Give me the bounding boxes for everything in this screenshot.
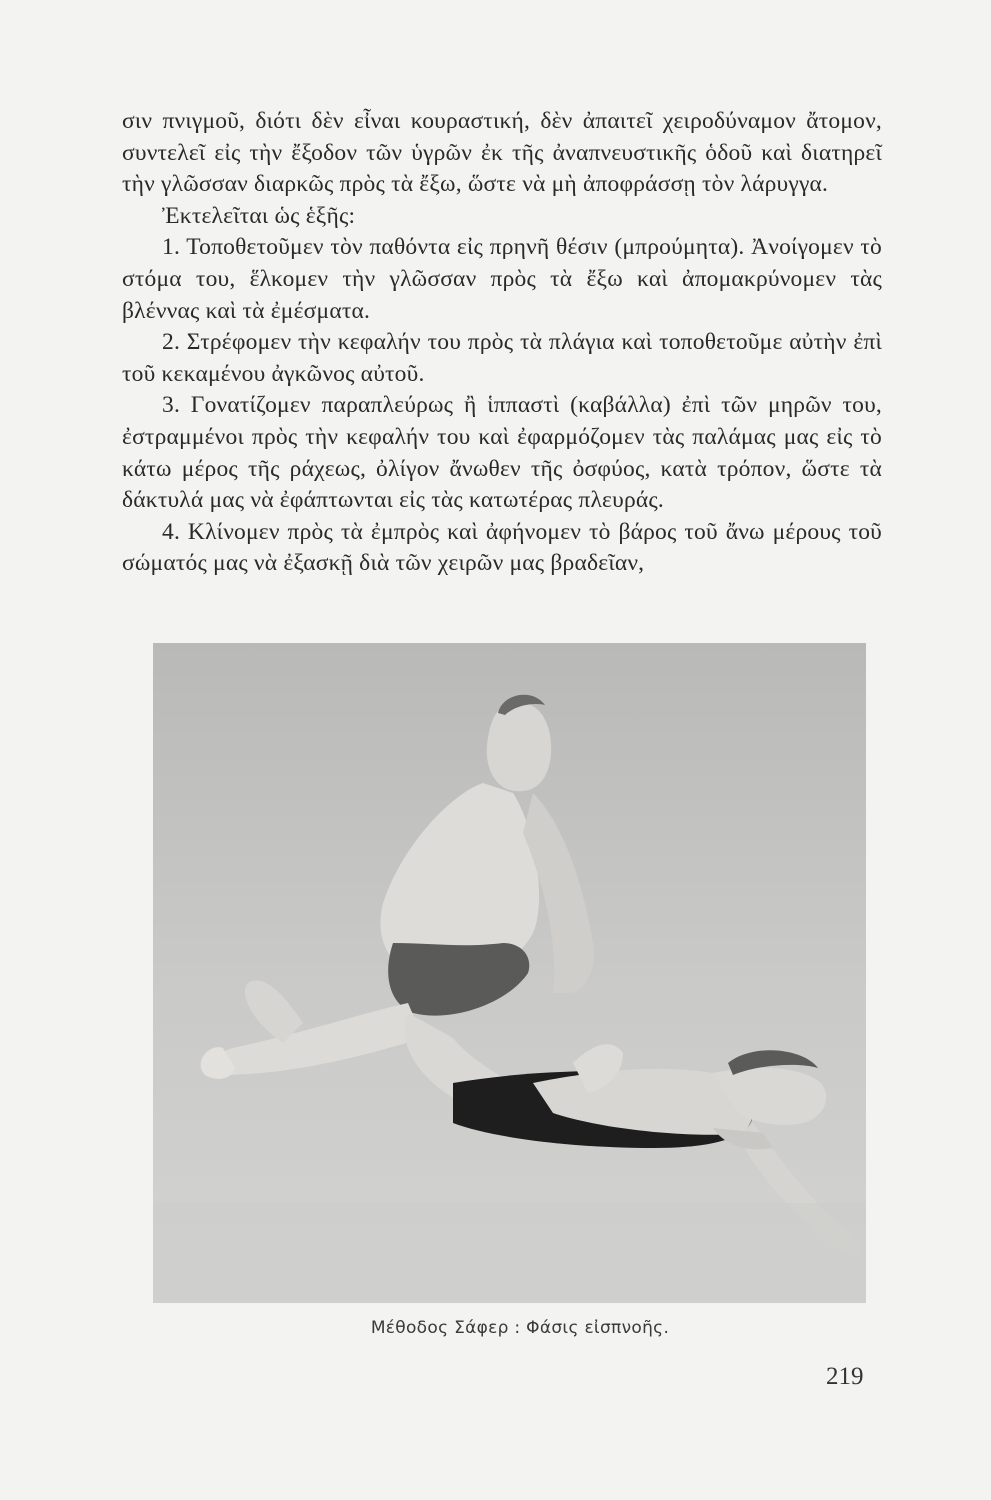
body-text: [122, 106, 882, 580]
photograph: [153, 643, 866, 1303]
figure-caption: Μέθοδος Σάφερ : Φάσις εἰσπνοῆς.: [370, 1318, 670, 1338]
paragraph-step-1: 1. Τοποθετοῦμεν τὸν παθόντα εἰς πρηνῆ θέσιν (μπρούμητα). Ἀνοίγομεν τὸ στόμα του, ἕλκομεν τὴν γλῶσσαν πρὸς τὰ ἔξω καὶ ἀπομακρύνομεν τὰς βλέννας καὶ τὰ ἐμέσματα.: [122, 234, 882, 324]
paragraph-continuation: σιν πνιγμοῦ, διότι δὲν εἶναι κουραστική, δὲν ἀπαιτεῖ χειροδύναμον ἄτομον, συντελεῖ εἰς τὴν ἔξοδον τῶν ὑγρῶν ἐκ τῆς ἀναπνευστικῆς ὁδοῦ καὶ διατηρεῖ τὴν γλῶσσαν διαρκῶς πρὸς τὰ ἔξω, ὥστε νὰ μὴ ἀποφράσσῃ τὸν λάρυγγα.: [122, 108, 882, 198]
paragraph-step-2: 2. Στρέφομεν τὴν κεφαλήν του πρὸς τὰ πλάγια καὶ τοποθετοῦμε αὐτὴν ἐπὶ τοῦ κεκαμένου ἀγκῶνος αὐτοῦ.: [122, 329, 882, 387]
paragraph-step-3: 3. Γονατίζομεν παραπλεύρως ἢ ἱππαστὶ (καβάλλα) ἐπὶ τῶν μηρῶν του, ἐστραμμένοι πρὸς τὴν κεφαλήν του καὶ ἐφαρμόζομεν τὰς παλάμας μας εἰς τὸ κάτω μέρος τῆς ράχεως, ὀλίγον ἄνωθεν τῆς ὀσφύος, κατὰ τρόπον, ὥστε τὰ δάκτυλά μας νὰ ἐφάπτωνται εἰς τὰς κατωτέρας πλευράς.: [122, 392, 882, 514]
page-number: 219: [826, 1363, 864, 1390]
paragraph-intro: Ἐκτελεῖται ὡς ἑξῆς:: [162, 202, 356, 229]
photograph-illustration: [153, 643, 866, 1303]
paragraph-step-4: 4. Κλίνομεν πρὸς τὰ ἐμπρὸς καὶ ἀφήνομεν τὸ βάρος τοῦ ἄνω μέρους τοῦ σώματός μας νὰ ἐξασκῇ διὰ τῶν χειρῶν μας βραδεῖαν,: [122, 518, 882, 577]
